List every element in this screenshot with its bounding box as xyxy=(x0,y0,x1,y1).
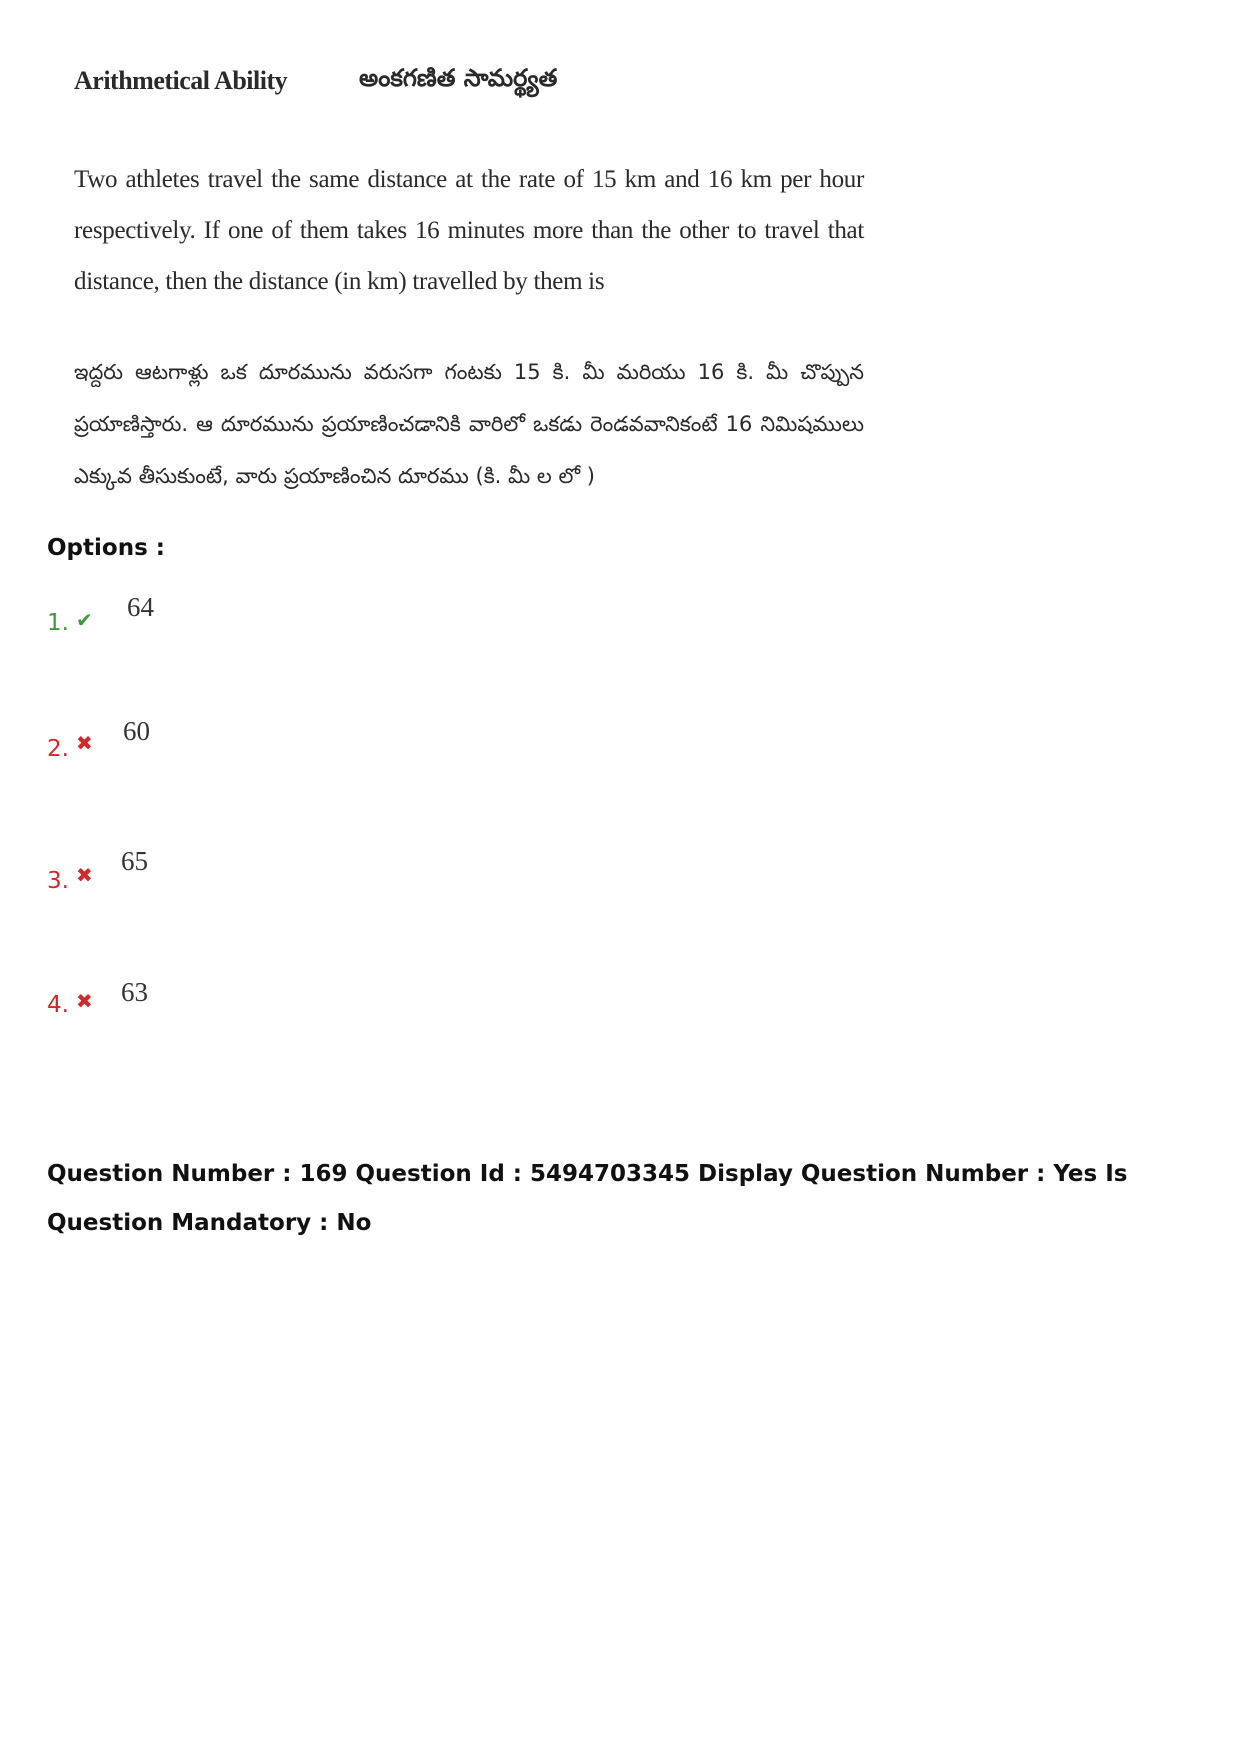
option-4 xyxy=(47,977,447,1037)
option-number: 3. xyxy=(47,868,69,894)
option-3 xyxy=(47,846,447,906)
question-text-english: Two athletes travel the same distance at the rate of 15 km and 16 km per hour respectively. If one of them takes 16 minutes more than the other to travel that distance, then the distance (in km) travelled by them is xyxy=(74,166,864,295)
question-text-telugu: ఇద్దరు ఆటగాళ్లు ఒక దూరమును వరుసగా గంటకు 15 కి. మీ మరియు 16 కి. మీ చొప్పున ప్రయాణిస్తారు. ఆ దూరమును ప్రయాణించడానికి వారిలో ఒకడు రెండవవానికంటే 16 నిమిషములు ఎక్కువ తీసుకుంటే, వారు ప్రయాణించిన దూరము (కి. మీ ల లో ) xyxy=(74,360,864,488)
subject-title-english: Arithmetical Ability xyxy=(74,66,288,95)
question-header xyxy=(74,66,874,106)
option-1 xyxy=(47,592,447,652)
option-value: 64 xyxy=(127,592,154,622)
question-image xyxy=(60,50,880,500)
option-value: 60 xyxy=(123,716,150,746)
option-2 xyxy=(47,716,447,776)
subject-title-telugu: అంకగణిత సామర్థ్యత xyxy=(359,64,558,92)
cross-icon: ✖ xyxy=(76,863,93,887)
option-number: 4. xyxy=(47,992,69,1018)
option-number: 2. xyxy=(47,736,69,762)
cross-icon: ✖ xyxy=(76,989,93,1013)
checkmark-icon: ✔ xyxy=(76,608,93,632)
option-number: 1. xyxy=(47,610,69,636)
options-label: Options : xyxy=(47,535,165,561)
question-metadata: Question Number : 169 Question Id : 5494703345 Display Question Number : Yes Is Question Mandatory : No xyxy=(47,1161,1128,1236)
option-value: 65 xyxy=(121,846,148,876)
option-value: 63 xyxy=(121,977,148,1007)
cross-icon: ✖ xyxy=(76,731,93,755)
